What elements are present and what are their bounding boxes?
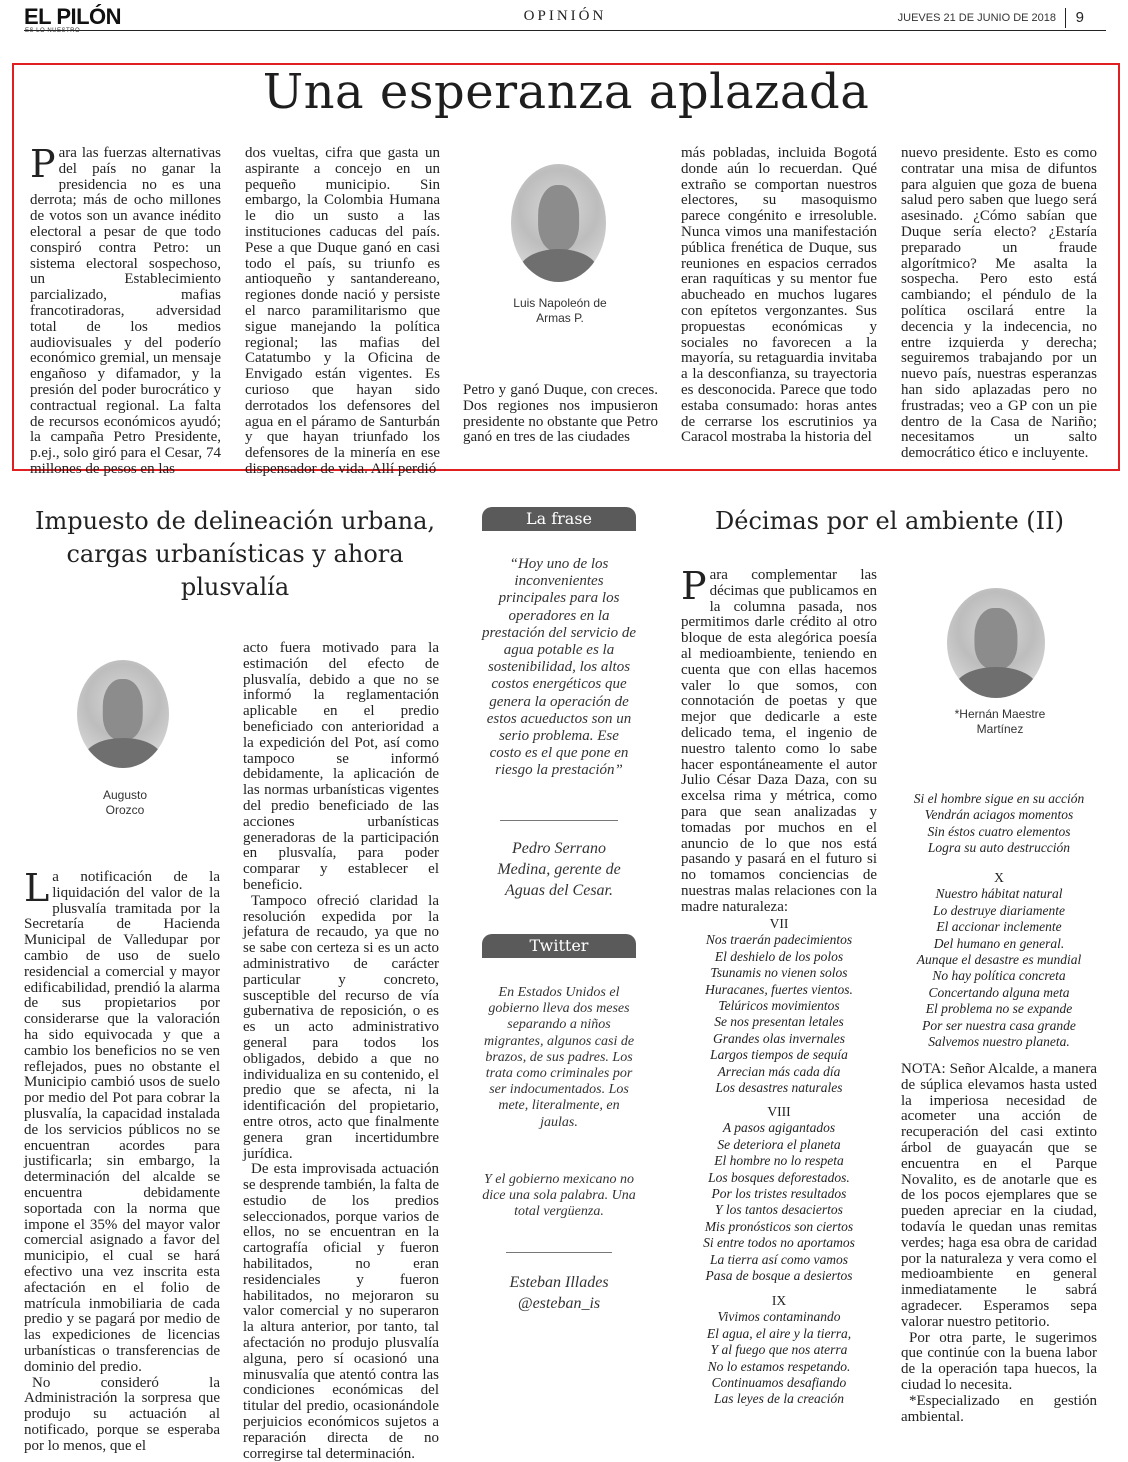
stanza-vii — [681, 916, 877, 1096]
left-column-2 — [243, 641, 439, 1462]
section-name: OPINIÓN — [523, 8, 607, 24]
verse-line: Se deteriora el planeta — [717, 1136, 841, 1152]
author-photo-hernan-maestre — [947, 588, 1045, 698]
verse-line: Logra su auto destrucción — [927, 840, 1071, 856]
right-paragraph — [681, 564, 877, 916]
lead-paragraph: dos vueltas, cifra que gasta un aspirante a concejo en un pequeño municipio. Sin embargo, la Colombia Humana le dio un susto a las instituciones caducas del país. Pese a que Duque ganó en casi todo el país, su triunfo es antioqueño y santandereano, regiones donde nació y persiste el narco paramilitarismo que sigue manejando la política regional; las mafias del Catatumbo y la Oficina de Envigado están vigentes. Es curioso que hayan sido derrotados los defensores del agua en el páramo de Santurbán y que hayan triunfado los defensores de la minería en ese dispensador de vida. Allí perdió — [245, 145, 440, 477]
stanza-ix-part-2 — [901, 791, 1097, 857]
quote-author: Pedro Serrano Medina, gerente de Aguas del Cesar. — [497, 840, 621, 899]
drop-cap: L — [24, 866, 50, 910]
lead-column-2 — [245, 146, 440, 478]
verse-line: Vivimos contaminando — [717, 1309, 841, 1325]
verse-line: La tierra así como vamos — [710, 1251, 848, 1267]
verse-line: Salvemos nuestro planeta. — [928, 1034, 1070, 1050]
page-number: 9 — [1075, 9, 1084, 26]
verse-line: Por los tristes resultados — [711, 1186, 847, 1202]
right-intro-column — [681, 564, 877, 916]
right-paragraph-text: ara complementar las décimas que publicamos en la columna pasada, nos permitimos darle crédito al otro bloque de esta alegórica poesía al medioambiente, teniendo en cuenta que con ellas hacemos valer lo que somos, con connotación de poetas y que mejor que dedicarle a este delicado tema, el ingenio de nuestro talento como lo sabe hacer espontáneamente el autor Julio César Daza Daza, con su excelsa rima y métrica, como para que sean analizadas y tomadas por muchos en el anuncio de lo que nos está pasando y pasará en el futuro si no tomamos conciencias de nuestras malas relaciones con la madre naturaleza: — [681, 567, 877, 915]
left-paragraph: acto fuera motivado para la estimación del efecto de plusvalía, debido a que no se informó la reglamentación aplicable en el predio beneficiado con anterioridad a la expedición del Pot, así como tampoco se informó debidamente, la aplicación de las normas urbanísticas vigentes del predio beneficiado de las acciones urbanísticas generadoras de la participación en plusvalía, para poder comparar y establecer el beneficio. — [243, 640, 439, 893]
right-paragraph: *Especializado en gestión ambiental. — [901, 1392, 1097, 1425]
verse-line: El deshielo de los polos — [714, 948, 844, 964]
verse-line: Nuestro hábitat natural — [935, 886, 1063, 902]
stanza-viii — [681, 1104, 877, 1284]
author-face — [974, 608, 1017, 670]
tweet-text-continued: Y el gobierno mexicano no dice una sola palabra. Una total vergüenza. — [482, 1172, 636, 1220]
left-paragraph: Tampoco ofreció claridad la resolución expedida por la jefatura de recaudo, ya que no se sabe con certeza si es un acto administrativo de carácter particular y concreto, susceptible del recurso de vía gubernativa de reposición, o es es un acto administrativo general para todos los obligados, debido a que no individualiza en su contenido, el predio que se afecta, ni la identificación del propietario, entre otros, acto que finalmente genera gran incertidumbre jurídica. — [243, 892, 439, 1162]
verse-line: Huracanes, fuertes vientos. — [705, 981, 853, 997]
twitter-section-label: Twitter — [482, 934, 636, 958]
drop-cap: P — [681, 564, 707, 608]
verse-line: Aunque el desastre es mundial — [916, 952, 1082, 968]
newspaper-tagline: ES LO NUESTRO — [25, 28, 81, 34]
verse-line: Vendrán aciagos momentos — [924, 807, 1074, 823]
left-paragraph: No consideró la Administración la sorpresa que produjo su actuación al notificado, porque se esperaba por lo menos, que el — [24, 1374, 220, 1454]
divider — [506, 1252, 612, 1253]
verse-line: Del humano en general. — [933, 935, 1065, 951]
verse-line: No hay política concreta — [932, 968, 1066, 984]
left-paragraph: De esta improvisada actuación se desprende también, la falta de estudio de los predios seleccionados, porque varios de ellos, no se encuentran en la cartografía oficial y fueron habilitados, no eran residenciales y fueron habilitados, no mejoraron su valor comercial y no superaron la altura anterior, por tanto, tal afectación no produjo plusvalía alguna, pero sí ocasionó una minusvalía que atentó contra las condiciones económicas del titular del predio, ocasionándole perjuicios económicos sujetos a reparación directa de no corregirse tal determinación. — [243, 1161, 439, 1462]
lead-paragraph-text: ara las fuerzas alternativas del país no ganar la presidencia no es una derrota; más de ocho millones de votos son un avance inédito electoral a pesar de que todo conspiró contra Petro: un sistema electoral sospechoso, un Establecimiento parcializado, mafias francotiradoras, adversidad total de los medios audiovisuales y del poderío económico gremial, un mensaje engañoso y difamador, y la presión del poder burocrático y contractual regional. La falta de recursos económicos ayudó; la campaña Petro Presidente, p.ej., solo giró para el Cesar, 74 millones de pesos en las — [30, 145, 221, 477]
lead-paragraph — [30, 142, 221, 478]
lead-column-4 — [681, 146, 877, 446]
lead-article-title: Una esperanza aplazada — [262, 64, 870, 120]
tweet-author: Esteban Illades @esteban_is — [509, 1274, 609, 1312]
verse-line: Y al fuego que nos aterra — [710, 1342, 848, 1358]
lead-paragraph: nuevo presidente. Esto es como contratar una misa de difuntos para alguien que goza de buena salud pero saben que luego será asesinado. ¿Cómo sabían que Duque sería electo? ¿Estaría preparado un fraude algorítmico? Me asalta la sospecha. Pero esto está cambiando; el péndulo de la política oscilará entre la decencia y la indecencia, no entre izquierda y derecha; seguiremos trabajando por un nuevo país, nuestras esperanzas han sido aplazadas pero no frustradas; veo a GP con un pie dentro de la Casa de Nariño; necesitamos un salto democrático ético e incluyente. — [901, 145, 1097, 462]
verse-line: Mis pronósticos son ciertos — [704, 1218, 854, 1234]
quote-section-label: La frase — [482, 507, 636, 531]
verse-line: El agua, el aire y la tierra, — [706, 1325, 852, 1341]
verse-line: Si entre todos no aportamos — [703, 1235, 855, 1251]
verse-line: Lo destruye diariamente — [933, 902, 1065, 918]
issue-date: JUEVES 21 DE JUNIO DE 2018 — [897, 12, 1056, 24]
right-outro-column — [901, 1062, 1097, 1425]
verse-line: Tsunamis no vienen solos — [710, 965, 848, 981]
stanza-number: IX — [771, 1293, 787, 1308]
verse-line: Grandes olas invernales — [713, 1030, 845, 1046]
verse-line: Los bosques deforestados. — [708, 1169, 850, 1185]
verse-line: Las leyes de la creación — [714, 1391, 844, 1407]
verse-line: Concertando alguna meta — [928, 984, 1070, 1000]
verse-line: Nos traerán padecimientos — [705, 932, 853, 948]
right-article-title: Décimas por el ambiente (II) — [715, 507, 1064, 535]
right-paragraph: NOTA: Señor Alcalde, a manera de súplica elevamos hasta usted la imperiosa necesidad de acometer una acción de recuperación del casi extinto árbol de guayacán que se encuentra en el Parque Novalito, es de anotarle que es de los pocos ejemplares que se pueden apreciar en la ciudad, todavía le quedan unas remitas verdes; haga esa obra de caridad por la naturaleza y vera como el medioambiente en general inmediatamente le sabrá agradecer. Esperamos sepa valorar nuestro petitorio. — [901, 1061, 1097, 1330]
author-face — [538, 185, 580, 251]
verse-line: Si el hombre sigue en su acción — [913, 791, 1085, 806]
left-paragraph-text: a notificación de la liquidación del valor de la plusvalía tramitada por la Secretaría de Hacienda Municipal de Valledupar por cambio de uso de suelo residencial a comercial y mayor edificabilidad, prendió la alarma de sus propietarios por considerarse que la valoración ha sido equivocada y que a cambio los beneficios no se ven reflejados, pues no obstante el Municipio cambió usos de suelo por medio del Pot para cobrar la plusvalía, la capacidad instalada de los servicios públicos no se encuentran acordes para justificarla; sin embargo, la determinación del alcalde se encuentra debidamente soportada con la norma que impone el 35% del mayor valor comercial asignado a favor del municipio, el cual se hará efectivo una vez inscrita esta afectación en el folio de matrícula inmobiliaria de cada predio y se pagará por medio de las expediciones de licencias urbanísticas o transferencias de dominio del predio. — [24, 869, 220, 1375]
lead-paragraph: más pobladas, incluida Bogotá donde aún lo recuerdan. Qué extraño se comportan nuestros electores, su masoquismo parece congénito e irresoluble. Nunca vimos una manifestación pública frenética de Duque, sus reuniones en espacios cerrados eran raquíticas y su mentor fue abucheado en muchos lugares con epítetos vergonzantes. Sus propuestas económicas y sociales no favorecen a la mayoría, su retaguardia invitaba a la desconfianza, su trayectoria es desconocida. Parece que todo estaba consumado: horas antes de cerrarse los escrutinios ya Caracol mostraba la historia del — [681, 145, 877, 446]
stanza-x — [901, 870, 1097, 1050]
stanza-number: VIII — [767, 1104, 791, 1119]
verse-line: Largos tiempos de sequía — [710, 1047, 848, 1063]
verse-line: No lo estamos respetando. — [707, 1358, 851, 1374]
lead-column-1 — [30, 142, 221, 478]
newspaper-logo: EL PILÓN — [24, 4, 122, 29]
verse-line: A pasos agigantados — [722, 1120, 836, 1136]
left-article-title: Impuesto de delineación urbana, cargas urbanísticas y ahora plusvalía — [34, 507, 436, 601]
featured-quote: “Hoy uno de los inconvenientes principales para los operadores en la prestación del servicio de agua potable es la sostenibilidad, los altos costos energéticos que genera la operación de estos acueductos son un serio problema. Ese costo es el que pone en riesgo la prestación” — [482, 556, 636, 779]
left-author-caption: Augusto Orozco — [102, 788, 148, 817]
left-paragraph — [24, 866, 220, 1376]
page-header — [24, 4, 1106, 34]
author-shoulders — [84, 738, 161, 768]
right-author-caption: *Hernán Maestre Martínez — [954, 707, 1046, 736]
verse-line: Se nos presentan letales — [714, 1014, 844, 1030]
verse-line: Los desastres naturales — [715, 1080, 843, 1096]
lead-column-3 — [463, 383, 658, 446]
stanza-ix-part-1 — [681, 1293, 877, 1408]
divider — [500, 820, 618, 821]
lead-column-5 — [901, 146, 1097, 462]
lead-author-caption: Luis Napoleón de Armas P. — [513, 296, 607, 325]
drop-cap: P — [30, 142, 56, 186]
tweet-text: En Estados Unidos el gobierno lleva dos meses separando a niños migrantes, algunos casi de brazos, de sus padres. Los trata como criminales por ser indocumentados. Los mete, literalmente, en jaulas. — [483, 985, 635, 1130]
author-shoulders — [519, 249, 599, 282]
page-number-divider — [1065, 8, 1066, 28]
verse-line: El problema no se expande — [925, 1001, 1073, 1017]
verse-line: Pasa de bosque a desiertos — [705, 1268, 853, 1284]
verse-line: Y los tantos desaciertos — [715, 1202, 843, 1218]
author-shoulders — [955, 667, 1037, 698]
stanza-number: X — [994, 870, 1004, 885]
verse-line: Telúricos movimientos — [718, 998, 840, 1014]
lead-paragraph: Petro y ganó Duque, con creces. Dos regiones nos impusieron presidente no obstante que Petro ganó en tres de las ciudades — [463, 382, 658, 446]
stanza-number: VII — [769, 916, 789, 931]
author-face — [103, 679, 143, 739]
verse-line: Continuamos desafiando — [711, 1375, 847, 1391]
verse-line: El hombre no lo respeta — [714, 1153, 844, 1169]
right-paragraph: Por otra parte, le sugerimos que continúe con la buena labor de la operación tapa huecos, la ciudad lo necesita. — [901, 1329, 1097, 1393]
verse-line: Arrecian más cada día — [717, 1063, 841, 1079]
left-column-1 — [24, 866, 220, 1454]
author-photo-luis-napoleon — [511, 164, 606, 282]
verse-line: Sin éstos cuatro elementos — [927, 823, 1071, 839]
verse-line: Por ser nuestra casa grande — [922, 1017, 1076, 1033]
verse-line: El accionar inclemente — [936, 919, 1062, 935]
author-photo-augusto-orozco — [77, 660, 169, 768]
